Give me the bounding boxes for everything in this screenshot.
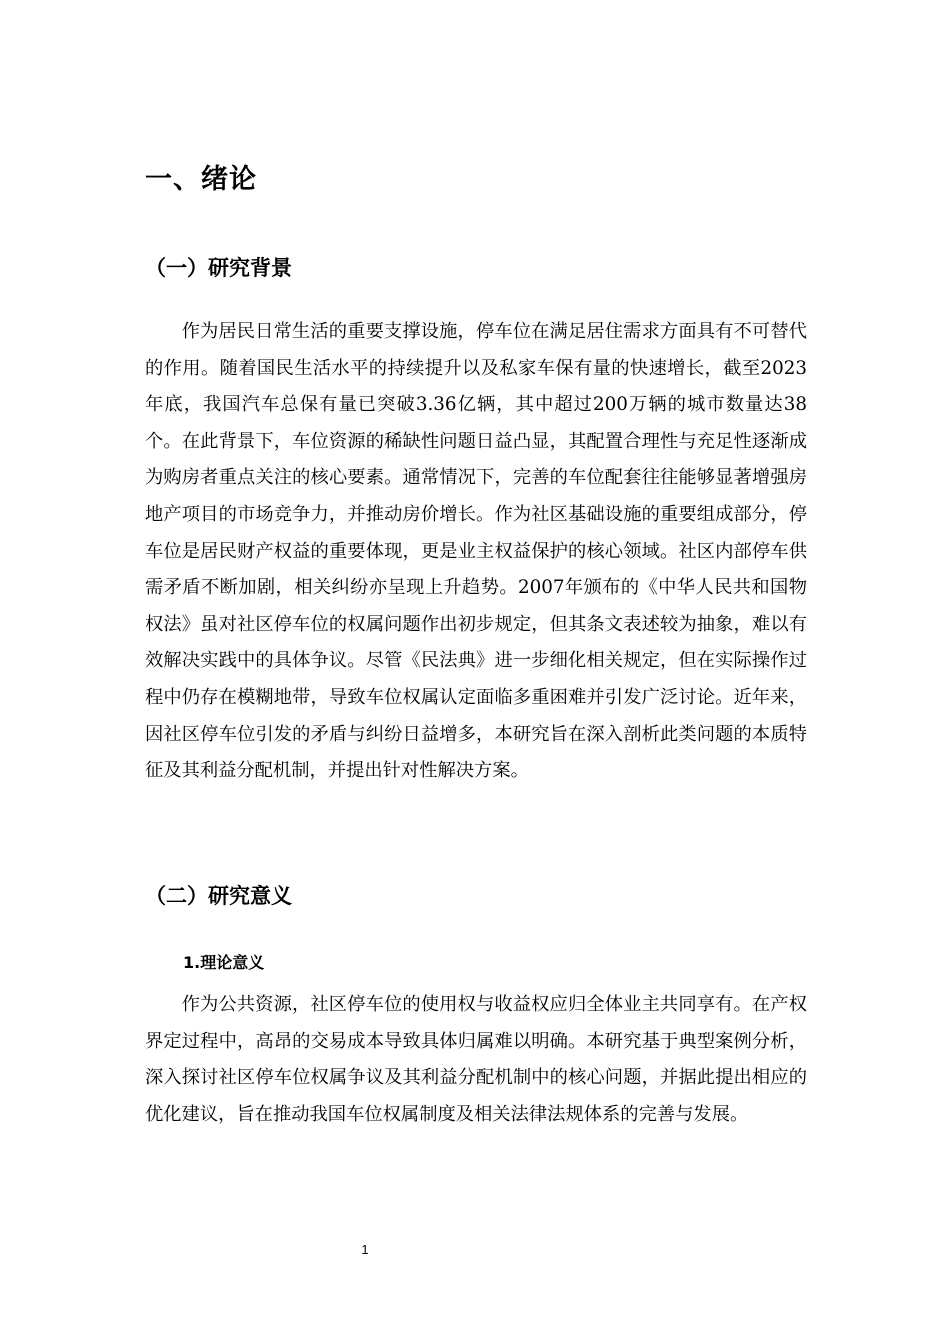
subsection-heading-theory: 1.理论意义 — [183, 953, 265, 972]
section-heading-background: （一）研究背景 — [145, 256, 292, 280]
page-number: 1 — [361, 1242, 369, 1257]
chapter-heading: 一、绪论 — [145, 164, 257, 195]
background-paragraph: 作为居民日常生活的重要支撑设施，停车位在满足居住需求方面具有不可替代的作用。随着国民生活水平的持续提升以及私家车保有量的快速增长，截至2023年底，我国汽车总保有量已突破3.36亿辆，其中超过200万辆的城市数量达38个。在此背景下，车位资源的稀缺性问题日益凸显，其配置合理性与充足性逐渐成为购房者重点关注的核心要素。通常情况下，完善的车位配套往往能够显著增强房地产项目的市场竞争力，并推动房价增长。作为社区基础设施的重要组成部分，停车位是居民财产权益的重要体现，更是业主权益保护的核心领域。社区内部停车供需矛盾不断加剧，相关纠纷亦呈现上升趋势。2007年颁布的《中华人民共和国物权法》虽对社区停车位的权属问题作出初步规定，但其条文表述较为抽象，难以有效解决实践中的具体争议。尽管《民法典》进一步细化相关规定，但在实际操作过程中仍存在模糊地带，导致车位权属认定面临多重困难并引发广泛讨论。近年来，因社区停车位引发的矛盾与纠纷日益增多，本研究旨在深入剖析此类问题的本质特征及其利益分配机制，并提出针对性解决方案。 — [145, 321, 807, 782]
section-heading-significance: （二）研究意义 — [145, 884, 292, 908]
theory-paragraph: 作为公共资源，社区停车位的使用权与收益权应归全体业主共同享有。在产权界定过程中，高昂的交易成本导致具体归属难以明确。本研究基于典型案例分析，深入探讨社区停车位权属争议及其利益分配机制中的核心问题，并据此提出相应的优化建议，旨在推动我国车位权属制度及相关法律法规体系的完善与发展。 — [145, 994, 807, 1125]
